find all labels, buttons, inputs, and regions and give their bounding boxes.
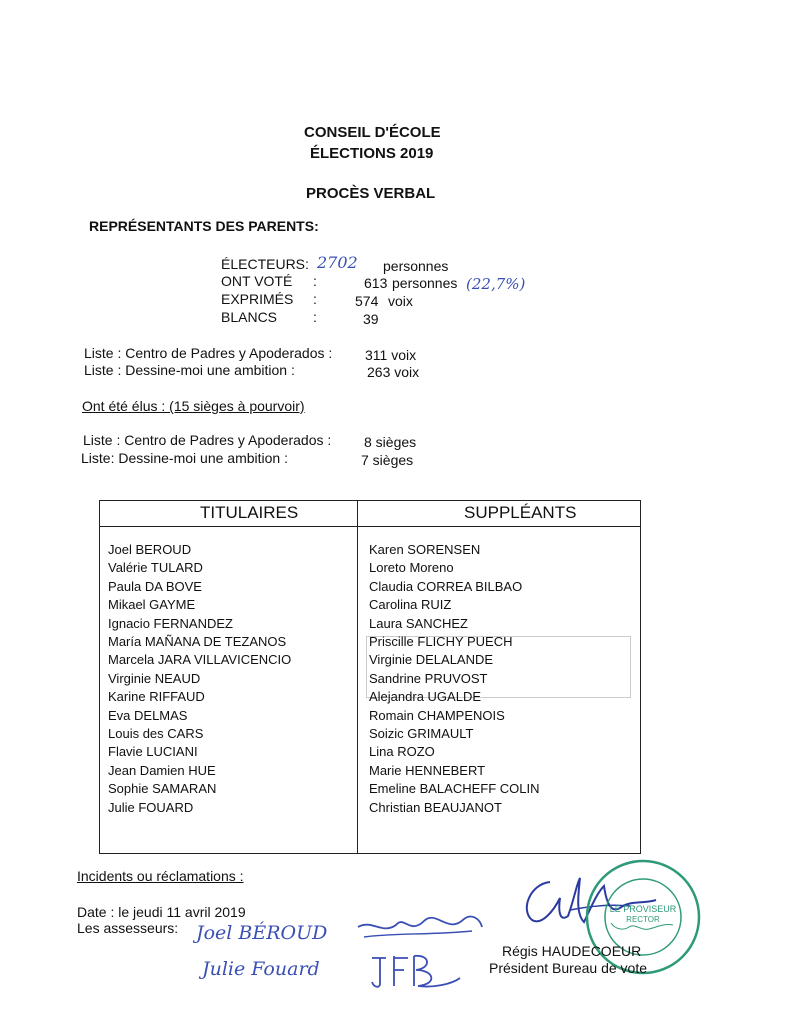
- stat-exprimes-label: EXPRIMÉS: [221, 291, 294, 307]
- titulaire-item: Virginie NEAUD: [108, 670, 201, 686]
- suppleant-item: Marie HENNEBERT: [369, 762, 486, 778]
- titulaire-item: Louis des CARS: [108, 726, 204, 742]
- handwritten-assessor-1: Joel BÉROUD: [196, 922, 328, 944]
- stat-electeurs-label: ÉLECTEURS:: [221, 256, 309, 272]
- stamp-center-line-2: RECTOR: [626, 915, 660, 924]
- handwritten-assessor-2: Julie Fouard: [202, 958, 320, 980]
- stat-blancs-sep: :: [313, 309, 317, 325]
- suppleant-item: Christian BEAUJANOT: [369, 799, 502, 815]
- vote-list-1-label: Liste : Centro de Padres y Apoderados :: [84, 345, 333, 361]
- stat-blancs-label: BLANCS: [221, 309, 278, 325]
- assessor-signature-2: [368, 948, 464, 992]
- vote-list-1-value: 311 voix: [365, 347, 417, 363]
- table-header-divider: [100, 526, 640, 527]
- suppleant-item: Sandrine PRUVOST: [369, 670, 488, 686]
- titulaire-item: Eva DELMAS: [108, 707, 188, 723]
- elected-table: [99, 500, 641, 854]
- stat-electeurs-unit: personnes: [383, 258, 449, 274]
- titulaire-item: Valérie TULARD: [108, 560, 203, 576]
- vote-list-2-value: 263 voix: [367, 364, 420, 380]
- assessor-signature-1: [352, 905, 487, 945]
- stamp-center-line-1: LE PROVISEUR: [609, 904, 677, 914]
- stat-ontvote-value: 613: [364, 275, 388, 291]
- seats-list-1-value: 8 sièges: [364, 434, 417, 450]
- stat-ontvote-note: (22,7%): [466, 275, 526, 293]
- suppleant-item: Virginie DELALANDE: [369, 652, 494, 668]
- suppleants-header: SUPPLÉANTS: [464, 503, 577, 522]
- suppleant-item: Loreto Moreno: [369, 560, 454, 576]
- stat-blancs-value: 39: [363, 311, 379, 327]
- school-stamp: [583, 857, 703, 977]
- seats-list-1-label: Liste : Centro de Padres y Apoderados :: [83, 432, 332, 448]
- seats-list-2-value: 7 sièges: [361, 452, 414, 468]
- title-line-2: ÉLECTIONS 2019: [310, 145, 434, 162]
- section-title: REPRÉSENTANTS DES PARENTS:: [89, 218, 319, 234]
- titulaire-item: Joel BEROUD: [108, 542, 192, 557]
- seats-list-2-label: Liste: Dessine-moi une ambition :: [81, 450, 288, 466]
- titulaires-list: [108, 541, 291, 817]
- signer-name: Régis HAUDECOEUR: [502, 943, 642, 959]
- title-line-1: CONSEIL D'ÉCOLE: [304, 124, 441, 141]
- suppleant-item: Romain CHAMPENOIS: [369, 707, 505, 723]
- table-column-divider: [357, 501, 358, 853]
- stat-exprimes-sep: :: [313, 291, 317, 307]
- date-line: Date : le jeudi 11 avril 2019: [77, 904, 246, 920]
- titulaire-item: Marcela JARA VILLAVICENCIO: [108, 652, 292, 668]
- stat-electeurs-value: 2702: [317, 253, 358, 272]
- suppleant-item: Laura SANCHEZ: [369, 615, 468, 631]
- stat-exprimes-unit: voix: [388, 293, 413, 309]
- suppleant-item: Priscille FLICHY PUECH: [369, 634, 513, 650]
- suppleant-item: Claudia CORREA BILBAO: [369, 578, 523, 594]
- stat-ontvote-label: ONT VOTÉ: [221, 273, 293, 289]
- suppleant-item: Carolina RUIZ: [369, 597, 452, 613]
- suppleant-item: Soizic GRIMAULT: [369, 726, 474, 742]
- stat-exprimes-value: 574: [355, 293, 379, 309]
- suppleant-item: Emeline BALACHEFF COLIN: [369, 781, 540, 797]
- titulaire-item: Mikael GAYME: [108, 597, 196, 613]
- titulaire-item: Paula DA BOVE: [108, 578, 202, 594]
- titulaire-item: Jean Damien HUE: [108, 762, 216, 778]
- vote-list-2-label: Liste : Dessine-moi une ambition :: [84, 362, 295, 378]
- titulaire-item: Sophie SAMARAN: [108, 781, 217, 797]
- suppleants-list: [369, 541, 540, 817]
- titulaire-item: Flavie LUCIANI: [108, 744, 198, 760]
- title-line-3: PROCÈS VERBAL: [306, 185, 436, 202]
- titulaire-item: María MAÑANA DE TEZANOS: [108, 634, 287, 650]
- titulaires-header: TITULAIRES: [200, 503, 299, 522]
- titulaire-item: Karine RIFFAUD: [108, 689, 205, 705]
- assessors-label: Les assesseurs:: [77, 920, 179, 936]
- titulaire-item: Julie FOUARD: [108, 799, 194, 815]
- suppleant-item: Lina ROZO: [369, 744, 435, 760]
- stat-ontvote-sep: :: [313, 273, 317, 289]
- signer-title: Président Bureau de vote: [489, 960, 647, 976]
- stat-ontvote-unit: personnes: [392, 275, 458, 291]
- titulaire-item: Ignacio FERNANDEZ: [108, 615, 233, 631]
- elected-title: Ont été élus : (15 sièges à pourvoir): [82, 398, 305, 414]
- suppleant-item: Alejandra UGALDE: [369, 689, 481, 705]
- incidents-label: Incidents ou réclamations :: [77, 868, 244, 884]
- suppleant-item: Karen SORENSEN: [369, 542, 481, 557]
